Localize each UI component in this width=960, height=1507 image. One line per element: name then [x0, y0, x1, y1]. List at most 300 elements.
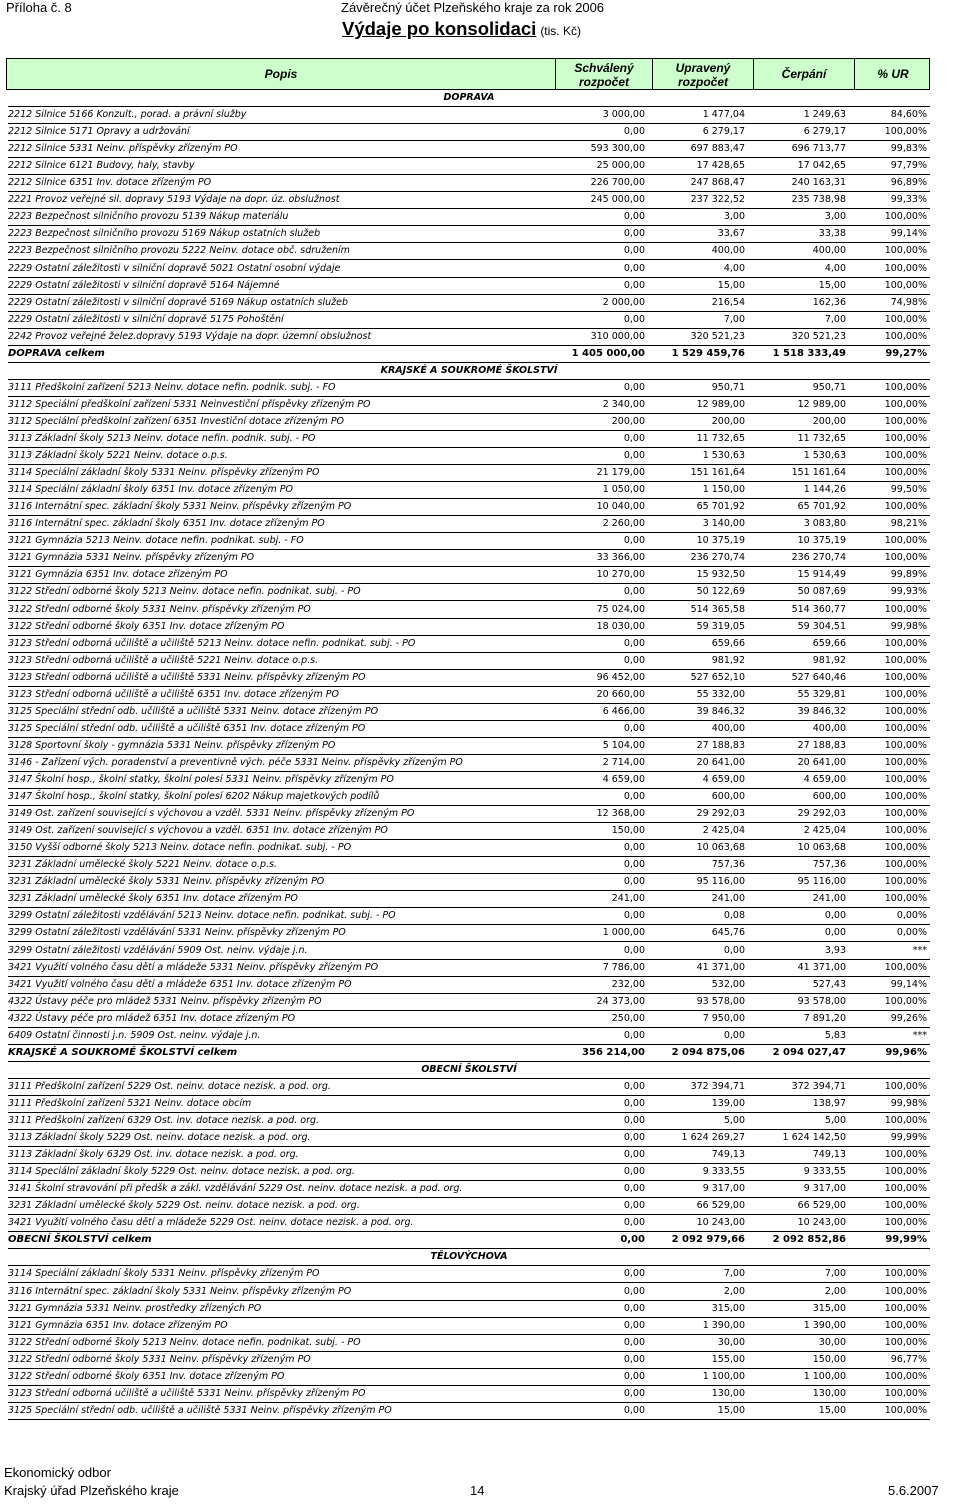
table-row — [8, 1318, 930, 1335]
table-row — [8, 380, 930, 397]
cell-schvaleny: 0,00 — [623, 1132, 645, 1144]
table-row — [8, 789, 930, 806]
cell-cerpani: 950,71 — [812, 381, 846, 393]
cell-upraveny: 4 659,00 — [702, 774, 745, 785]
cell-cerpani: 7,00 — [824, 1268, 846, 1280]
table-row — [8, 124, 930, 141]
row-label: 3123 Střední odborná učiliště a učiliště 5221 Neinv. dotace o.p.s. — [8, 654, 319, 666]
cell-ur: 100,00% — [884, 1404, 927, 1416]
cell-cerpani: 93 578,00 — [797, 995, 846, 1007]
cell-upraveny: 5,00 — [723, 1115, 745, 1126]
cell-upraveny: 33,67 — [717, 228, 745, 240]
table-row — [8, 1335, 930, 1352]
cell-cerpani: 11 732,65 — [797, 433, 846, 444]
cell-schvaleny: 2 714,00 — [602, 756, 645, 768]
cell-cerpani: 236 270,74 — [791, 552, 846, 564]
table-row — [8, 192, 930, 209]
row-label: 3231 Základní umělecké školy 5331 Neinv. příspěvky zřízeným PO — [8, 876, 325, 888]
cell-ur: 74,98% — [890, 296, 927, 308]
cell-upraveny: 659,66 — [711, 637, 745, 649]
cell-cerpani: 372 394,71 — [791, 1080, 846, 1092]
cell-upraveny: 1 624 269,27 — [681, 1132, 745, 1144]
column-header-upraveny-line2: rozpočet — [677, 75, 728, 89]
table-row — [8, 1284, 930, 1301]
table-row — [8, 1164, 930, 1181]
table-row — [8, 721, 930, 738]
table-row — [8, 1130, 930, 1147]
section-header — [8, 90, 930, 107]
table-row — [8, 295, 930, 312]
cell-upraveny: 20 641,00 — [696, 756, 745, 768]
row-label: 2223 Bezpečnost silničního provozu 5169 Nákup ostatních služeb — [8, 228, 321, 240]
cell-ur: 99,89% — [890, 569, 927, 581]
cell-schvaleny: 0,00 — [620, 1234, 645, 1246]
cell-ur: 100,00% — [884, 245, 927, 257]
cell-schvaleny: 75 024,00 — [596, 603, 645, 615]
cell-ur: 100,00% — [884, 1268, 927, 1280]
cell-cerpani: 659,66 — [812, 637, 846, 649]
cell-schvaleny: 0,00 — [623, 381, 645, 393]
cell-ur: 100,00% — [884, 313, 927, 325]
row-label: 2212 Silnice 5171 Opravy a udržování — [8, 126, 190, 138]
cell-cerpani: 2 092 852,86 — [772, 1234, 846, 1246]
cell-ur: 100,00% — [884, 774, 927, 785]
row-label: 3150 Vyšší odborné školy 5213 Neinv. dotace nefin. podnikat. subj. - PO — [8, 842, 352, 854]
cell-ur: 0,00% — [896, 910, 927, 922]
row-label: 3128 Sportovní školy - gymnázia 5331 Neinv. příspěvky zřízeným PO — [8, 739, 336, 751]
cell-cerpani: 27 188,83 — [797, 739, 846, 751]
cell-cerpani: 235 738,98 — [791, 194, 846, 206]
cell-schvaleny: 150,00 — [611, 825, 645, 837]
cell-schvaleny: 1 000,00 — [602, 927, 645, 939]
row-label: 3149 Ost. zařízení související s výchovou a vzděl. 6351 Inv. dotace zřízeným PO — [8, 825, 388, 837]
row-label: 3113 Základní školy 5229 Ost. neinv. dotace nezisk. a pod. org. — [8, 1132, 311, 1144]
cell-upraveny: 2 094 875,06 — [671, 1046, 745, 1058]
cell-upraveny: 1 530,63 — [702, 450, 745, 462]
cell-cerpani: 12 989,00 — [797, 398, 846, 410]
cell-schvaleny: 0,00 — [623, 1268, 645, 1280]
row-label: 3123 Střední odborná učiliště a učiliště 5331 Neinv. příspěvky zřízeným PO — [8, 671, 366, 683]
row-label: 3114 Speciální základní školy 5229 Ost. neinv. dotace nezisk. a pod. org. — [8, 1166, 355, 1178]
table-row — [8, 636, 930, 653]
cell-ur: 100,00% — [884, 842, 927, 854]
cell-ur: 100,00% — [884, 688, 927, 700]
cell-upraveny: 55 332,00 — [696, 688, 745, 700]
cell-cerpani: 6 279,17 — [803, 126, 846, 138]
row-label: 3125 Speciální střední odb. učiliště a učiliště 5331 Neinv. příspěvky zřízeným PO — [8, 1404, 392, 1416]
footer-page-number: 14 — [470, 1483, 485, 1498]
cell-ur: 100,00% — [884, 705, 927, 717]
cell-ur: 100,00% — [884, 1336, 927, 1348]
cell-upraveny: 645,76 — [711, 927, 745, 939]
cell-cerpani: 749,13 — [812, 1149, 846, 1161]
table-row — [8, 1198, 930, 1215]
cell-upraveny: 11 732,65 — [696, 433, 745, 444]
row-label: 3122 Střední odborné školy 5213 Neinv. dotace nefin. podnikat. subj. - PO — [8, 586, 361, 598]
column-header-ur: % UR — [877, 67, 909, 81]
cell-schvaleny: 0,00 — [623, 1387, 645, 1399]
section-title: OBECNÍ ŠKOLSTVÍ — [421, 1063, 517, 1075]
table-row — [8, 806, 930, 823]
cell-upraveny: 93 578,00 — [696, 995, 745, 1007]
table-row — [8, 567, 930, 584]
table-row — [8, 1386, 930, 1403]
cell-schvaleny: 0,00 — [623, 791, 645, 803]
row-label: 3111 Předškolní zařízení 5229 Ost. neinv. dotace nezisk. a pod. org. — [8, 1080, 331, 1092]
cell-cerpani: 5,83 — [824, 1029, 846, 1041]
table-row — [8, 278, 930, 295]
cell-upraveny: 315,00 — [711, 1302, 745, 1314]
cell-schvaleny: 3 000,00 — [602, 109, 645, 121]
row-label: KRAJSKÉ A SOUKROMÉ ŠKOLSTVÍ celkem — [8, 1046, 238, 1058]
row-label: 3231 Základní umělecké školy 5229 Ost. neinv. dotace nezisk. a pod. org. — [8, 1200, 360, 1212]
cell-schvaleny: 0,00 — [623, 1217, 645, 1229]
cell-upraveny: 247 868,47 — [690, 177, 745, 189]
cell-schvaleny: 2 000,00 — [602, 296, 645, 308]
cell-schvaleny: 0,00 — [623, 944, 645, 956]
cell-cerpani: 29 292,03 — [797, 808, 846, 820]
cell-schvaleny: 0,00 — [623, 1149, 645, 1161]
cell-schvaleny: 4 659,00 — [602, 774, 645, 785]
cell-cerpani: 400,00 — [812, 245, 846, 257]
cell-schvaleny: 0,00 — [623, 876, 645, 888]
cell-upraveny: 2,00 — [723, 1285, 745, 1297]
cell-upraveny: 139,00 — [711, 1097, 745, 1109]
cell-ur: 100,00% — [884, 739, 927, 751]
cell-schvaleny: 24 373,00 — [596, 995, 645, 1007]
cell-ur: 100,00% — [884, 450, 927, 462]
cell-ur: 100,00% — [884, 1166, 927, 1178]
page-title-text: Výdaje po konsolidaci — [342, 18, 537, 39]
row-label: DOPRAVA celkem — [8, 347, 105, 359]
cell-cerpani: 241,00 — [812, 893, 846, 905]
cell-ur: 99,14% — [890, 228, 927, 240]
cell-upraveny: 2 092 979,66 — [671, 1234, 745, 1246]
cell-schvaleny: 0,00 — [623, 910, 645, 922]
cell-ur: 100,00% — [884, 893, 927, 905]
cell-cerpani: 200,00 — [812, 415, 846, 427]
row-label: 3121 Gymnázia 5331 Neinv. příspěvky zřízeným PO — [8, 552, 255, 564]
cell-schvaleny: 0,00 — [623, 1370, 645, 1382]
cell-schvaleny: 0,00 — [623, 722, 645, 734]
cell-ur: 99,99% — [890, 1132, 927, 1144]
cell-ur: 99,98% — [890, 620, 927, 632]
cell-schvaleny: 2 260,00 — [602, 518, 645, 530]
row-label: 3299 Ostatní záležitosti vzdělávání 5213 Neinv. dotace nefin. podnikat. subj. - PO — [8, 910, 396, 922]
row-label: 3111 Předškolní zařízení 5321 Neinv. dotace obcím — [8, 1097, 252, 1109]
cell-ur: 96,89% — [890, 177, 927, 189]
cell-upraveny: 320 521,23 — [690, 330, 745, 342]
cell-ur: 100,00% — [884, 1149, 927, 1161]
cell-cerpani: 7,00 — [824, 313, 846, 325]
cell-schvaleny: 6 466,00 — [602, 705, 645, 717]
row-label: 2229 Ostatní záležitosti v silniční dopravě 5169 Nákup ostatních služeb — [8, 296, 349, 308]
cell-schvaleny: 0,00 — [623, 1183, 645, 1195]
row-label: 3122 Střední odborné školy 6351 Inv. dotace zřízeným PO — [8, 620, 285, 632]
cell-upraveny: 30,00 — [717, 1336, 745, 1348]
column-header-schvaleny-line1: Schválený — [574, 61, 634, 75]
cell-schvaleny: 0,00 — [623, 535, 645, 547]
cell-ur: 100,00% — [884, 1183, 927, 1195]
cell-cerpani: 527 640,46 — [791, 671, 846, 683]
cell-schvaleny: 0,00 — [623, 433, 645, 444]
cell-upraveny: 0,08 — [723, 910, 745, 922]
row-label: 3123 Střední odborná učiliště a učiliště 6351 Inv. dotace zřízeným PO — [8, 688, 339, 700]
section-title: TĚLOVÝCHOVA — [430, 1251, 508, 1263]
cell-cerpani: 2 094 027,47 — [772, 1046, 846, 1058]
cell-ur: 100,00% — [884, 961, 927, 973]
table-row — [8, 891, 930, 908]
cell-schvaleny: 250,00 — [611, 1012, 645, 1024]
cell-upraveny: 151 161,64 — [690, 467, 745, 479]
cell-ur: 100,00% — [884, 995, 927, 1007]
cell-schvaleny: 0,00 — [623, 228, 645, 240]
table-row — [8, 1028, 930, 1045]
cell-schvaleny: 0,00 — [623, 1353, 645, 1365]
cell-cerpani: 59 304,51 — [797, 620, 846, 632]
cell-upraveny: 600,00 — [711, 791, 745, 803]
cell-cerpani: 3 083,80 — [803, 518, 846, 530]
row-label: OBECNÍ ŠKOLSTVÍ celkem — [8, 1234, 152, 1246]
table-row — [8, 925, 930, 942]
row-label: 3116 Internátní spec. základní školy 6351 Inv. dotace zřízeným PO — [8, 518, 325, 530]
cell-schvaleny: 10 040,00 — [596, 501, 645, 513]
cell-ur: 100,00% — [884, 603, 927, 615]
table-row — [8, 960, 930, 977]
cell-cerpani: 696 713,77 — [791, 143, 846, 155]
cell-schvaleny: 0,00 — [623, 1200, 645, 1212]
table-row — [8, 261, 930, 278]
cell-cerpani: 3,93 — [824, 944, 846, 956]
row-label: 3123 Střední odborná učiliště a učiliště 5213 Neinv. dotace nefin. podnikat. subj. - PO — [8, 637, 416, 649]
cell-cerpani: 10 063,68 — [797, 842, 846, 854]
row-label: 2242 Provoz veřejné želez.dopravy 5193 Výdaje na dopr. územní obslužnost — [8, 330, 372, 342]
cell-schvaleny: 245 000,00 — [590, 194, 645, 206]
row-label: 3421 Využití volného času dětí a mládeže 6351 Inv. dotace zřízeným PO — [8, 978, 352, 990]
cell-schvaleny: 0,00 — [623, 450, 645, 462]
cell-cerpani: 981,92 — [812, 654, 846, 666]
cell-ur: 99,96% — [885, 1046, 927, 1058]
table-row — [8, 499, 930, 516]
table-row — [8, 1403, 930, 1420]
row-label: 2212 Silnice 6351 Inv. dotace zřízeným PO — [8, 177, 212, 189]
cell-cerpani: 138,97 — [812, 1097, 846, 1109]
cell-upraveny: 514 365,58 — [690, 603, 745, 615]
cell-upraveny: 532,00 — [711, 978, 745, 990]
cell-cerpani: 10 375,19 — [797, 535, 846, 547]
cell-upraveny: 29 292,03 — [696, 808, 745, 820]
cell-schvaleny: 25 000,00 — [596, 160, 645, 172]
row-label: 3231 Základní umělecké školy 6351 Inv. dotace zřízeným PO — [8, 893, 298, 905]
table-row — [8, 209, 930, 226]
cell-schvaleny: 0,00 — [623, 1319, 645, 1331]
row-label: 2223 Bezpečnost silničního provozu 5139 Nákup materiálu — [8, 211, 289, 223]
cell-schvaleny: 0,00 — [623, 859, 645, 871]
cell-upraveny: 400,00 — [711, 245, 745, 257]
cell-upraveny: 0,00 — [723, 944, 745, 956]
header-document-title: Závěrečný účet Plzeňského kraje za rok 2006 — [341, 0, 605, 15]
cell-ur: 100,00% — [884, 671, 927, 683]
table-row — [8, 1369, 930, 1386]
cell-upraveny: 236 270,74 — [690, 552, 745, 564]
cell-ur: 0,00% — [896, 927, 927, 939]
table-row — [8, 738, 930, 755]
row-label: 2223 Bezpečnost silničního provozu 5222 Neinv. dotace obč. sdružením — [8, 245, 350, 257]
cell-schvaleny: 21 179,00 — [596, 467, 645, 479]
total-row — [8, 1232, 930, 1249]
row-label: 3299 Ostatní záležitosti vzdělávání 5909 Ost. neinv. výdaje j.n. — [8, 944, 308, 956]
cell-cerpani: 15,00 — [818, 1404, 846, 1416]
cell-ur: 100,00% — [884, 654, 927, 666]
row-label: 3121 Gymnázia 6351 Inv. dotace zřízeným PO — [8, 1319, 228, 1331]
cell-ur: 99,27% — [885, 347, 927, 359]
cell-ur: *** — [912, 1029, 927, 1041]
header-attachment-label: Příloha č. 8 — [6, 0, 72, 15]
table-row — [8, 312, 930, 329]
cell-upraveny: 95 116,00 — [696, 876, 745, 888]
cell-ur: 100,00% — [884, 415, 927, 427]
cell-schvaleny: 0,00 — [623, 654, 645, 666]
cell-schvaleny: 200,00 — [611, 415, 645, 427]
cell-upraveny: 7,00 — [723, 1268, 745, 1280]
row-label: 3113 Základní školy 5221 Neinv. dotace o.p.s. — [8, 450, 228, 462]
cell-schvaleny: 5 104,00 — [602, 739, 645, 751]
cell-upraveny: 50 122,69 — [696, 586, 745, 598]
cell-cerpani: 1 144,26 — [803, 484, 846, 496]
cell-upraveny: 39 846,32 — [696, 705, 745, 717]
cell-upraveny: 12 989,00 — [696, 398, 745, 410]
row-label: 2229 Ostatní záležitosti v silniční dopravě 5021 Ostatní osobní výdaje — [8, 262, 341, 274]
cell-cerpani: 15,00 — [818, 279, 846, 291]
cell-schvaleny: 2 340,00 — [602, 398, 645, 410]
cell-cerpani: 33,38 — [818, 228, 846, 240]
cell-cerpani: 20 641,00 — [797, 756, 846, 768]
cell-schvaleny: 0,00 — [623, 262, 645, 274]
row-label: 3147 Školní hosp., školní statky, školní polesí 6202 Nákup majetkových podílů — [8, 791, 380, 803]
table-row — [8, 1113, 930, 1130]
cell-ur: 100,00% — [884, 825, 927, 837]
cell-cerpani: 315,00 — [812, 1302, 846, 1314]
row-label: 3147 Školní hosp., školní statky, školní polesí 5331 Neinv. příspěvky zřízeným PO — [8, 774, 394, 785]
cell-upraveny: 3 140,00 — [702, 518, 745, 530]
table-row — [8, 687, 930, 704]
section-header — [8, 363, 930, 380]
table-row — [8, 329, 930, 346]
cell-cerpani: 9 333,55 — [803, 1166, 846, 1178]
table-row — [8, 874, 930, 891]
cell-schvaleny: 0,00 — [623, 1115, 645, 1126]
total-row — [8, 1045, 930, 1062]
cell-upraveny: 9 317,00 — [702, 1183, 745, 1195]
table-row — [8, 175, 930, 192]
cell-cerpani: 4 659,00 — [803, 774, 846, 785]
cell-cerpani: 514 360,77 — [791, 603, 846, 615]
cell-upraveny: 15 932,50 — [696, 569, 745, 581]
table-row — [8, 243, 930, 260]
cell-ur: 99,14% — [890, 978, 927, 990]
cell-ur: 99,50% — [890, 484, 927, 496]
row-label: 2212 Silnice 5166 Konzult., porad. a právní služby — [8, 109, 247, 121]
cell-upraveny: 200,00 — [711, 415, 745, 427]
table-row — [8, 619, 930, 636]
cell-schvaleny: 20 660,00 — [596, 688, 645, 700]
cell-ur: 100,00% — [884, 467, 927, 479]
page-title-unit: (tis. Kč) — [540, 24, 581, 38]
cell-upraveny: 130,00 — [711, 1387, 745, 1399]
cell-cerpani: 320 521,23 — [791, 330, 846, 342]
column-header-popis: Popis — [264, 67, 298, 81]
row-label: 3149 Ost. zařízení související s výchovou a vzděl. 5331 Neinv. příspěvky zřízeným PO — [8, 808, 415, 820]
cell-upraveny: 41 371,00 — [696, 961, 745, 973]
table-row — [8, 1301, 930, 1318]
cell-upraveny: 1 150,00 — [702, 484, 745, 496]
row-label: 3113 Základní školy 6329 Ost. inv. dotace nezisk. a pod. org. — [8, 1149, 299, 1161]
cell-ur: *** — [912, 944, 927, 956]
row-label: 3121 Gymnázia 6351 Inv. dotace zřízeným PO — [8, 569, 228, 581]
cell-upraveny: 527 652,10 — [690, 671, 745, 683]
cell-ur: 99,33% — [890, 194, 927, 206]
cell-ur: 100,00% — [884, 1200, 927, 1212]
cell-cerpani: 600,00 — [812, 791, 846, 803]
cell-upraveny: 950,71 — [711, 381, 745, 393]
cell-schvaleny: 0,00 — [623, 637, 645, 649]
table-row — [8, 107, 930, 124]
table-row — [8, 908, 930, 925]
cell-ur: 100,00% — [884, 1285, 927, 1297]
cell-ur: 100,00% — [884, 501, 927, 513]
row-label: 3123 Střední odborná učiliště a učiliště 5331 Neinv. příspěvky zřízeným PO — [8, 1387, 366, 1399]
column-header-upraveny-line1: Upravený — [675, 61, 731, 75]
cell-upraveny: 1 477,04 — [702, 109, 745, 121]
row-label: 4322 Ústavy péče pro mládež 6351 Inv. dotace zřízeným PO — [8, 1012, 296, 1024]
cell-cerpani: 7 891,20 — [803, 1012, 846, 1024]
column-header-upraveny — [653, 61, 753, 89]
cell-ur: 100,00% — [884, 1115, 927, 1126]
cell-cerpani: 41 371,00 — [797, 961, 846, 973]
cell-cerpani: 10 243,00 — [797, 1217, 846, 1229]
row-label: 2212 Silnice 6121 Budovy, haly, stavby — [8, 160, 195, 172]
cell-cerpani: 1 624 142,50 — [782, 1132, 846, 1144]
table-row — [8, 994, 930, 1011]
cell-cerpani: 30,00 — [818, 1336, 846, 1348]
row-label: 3112 Speciální předškolní zařízení 5331 Neinvestiční příspěvky zřízeným PO — [8, 398, 371, 410]
cell-schvaleny: 356 214,00 — [582, 1046, 645, 1058]
cell-upraveny: 65 701,92 — [696, 501, 745, 513]
table-row — [8, 1147, 930, 1164]
cell-schvaleny: 0,00 — [623, 1097, 645, 1109]
cell-cerpani: 151 161,64 — [791, 467, 846, 479]
row-label: 6409 Ostatní činnosti j.n. 5909 Ost. neinv. výdaje j.n. — [8, 1029, 261, 1041]
cell-cerpani: 1 530,63 — [803, 450, 846, 462]
row-label: 3111 Předškolní zařízení 5213 Neinv. dotace nefin. podnik. subj. - FO — [8, 381, 336, 393]
section-title: KRAJSKÉ A SOUKROMÉ ŠKOLSTVÍ — [380, 364, 558, 376]
cell-ur: 84,60% — [890, 109, 927, 121]
row-label: 3114 Speciální základní školy 5331 Neinv. příspěvky zřízeným PO — [8, 467, 320, 479]
row-label: 3125 Speciální střední odb. učiliště a učiliště 6351 Inv. dotace zřízeným PO — [8, 722, 366, 734]
cell-upraveny: 749,13 — [711, 1149, 745, 1161]
table-row — [8, 755, 930, 772]
table-row — [8, 840, 930, 857]
cell-ur: 100,00% — [884, 211, 927, 223]
cell-schvaleny: 0,00 — [623, 1285, 645, 1297]
table-row — [8, 823, 930, 840]
cell-ur: 100,00% — [884, 552, 927, 564]
cell-upraveny: 216,54 — [711, 296, 745, 308]
cell-schvaleny: 0,00 — [623, 1166, 645, 1178]
cell-ur: 99,98% — [890, 1097, 927, 1109]
row-label: 3146 - Zařízení vých. poradenství a preventivně vých. péče 5331 Neinv. příspěvky zřízeným PO — [8, 756, 463, 768]
cell-cerpani: 1 249,63 — [803, 109, 846, 121]
